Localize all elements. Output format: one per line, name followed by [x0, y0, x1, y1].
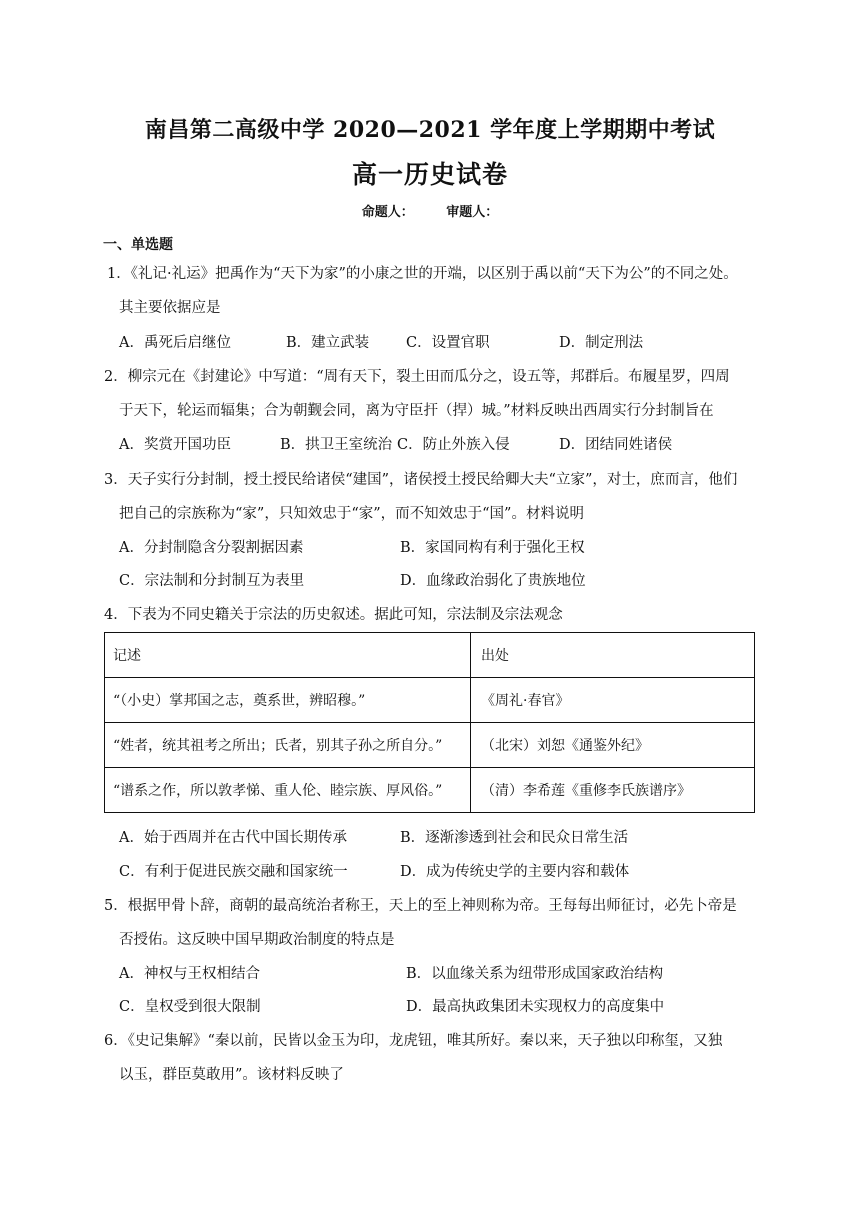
q4-option-d: D．成为传统史学的主要内容和载体	[400, 864, 630, 880]
table-header-row	[105, 633, 755, 678]
table-header-record: 记述	[105, 633, 471, 678]
q4-option-b: B．逐渐渗透到社会和民众日常生活	[400, 830, 629, 846]
q4-option-a: A．始于西周并在古代中国长期传承	[119, 830, 347, 846]
table-cell-source: （北宋）刘恕《通鉴外纪》	[471, 723, 755, 768]
exam-subtitle: 高一历史试卷	[351, 160, 508, 189]
authors-line	[0, 201, 860, 220]
q4-option-c: C．有利于促进民族交融和国家统一	[119, 864, 348, 880]
source-table	[104, 632, 755, 813]
table-row	[105, 723, 755, 768]
q1-option-b: B．建立武装	[286, 335, 370, 351]
table-cell-source: （清）李希莲《重修李氏族谱序》	[471, 768, 755, 813]
q1-line-1: 1．《礼记·礼运》把禹作为“天下为家”的小康之世的开端，以区别于禹以前“天下为公”的不同之处。	[107, 266, 738, 282]
table-cell-record: “谱系之作，所以敦孝悌、重人伦、睦宗族、厚风俗。”	[105, 768, 471, 813]
q6-line-1: 6．《史记集解》“秦以前，民皆以金玉为印，龙虎钮，唯其所好。秦以来，天子独以印称玺，又独	[104, 1033, 723, 1049]
reviewer-label: 审题人：	[446, 205, 499, 220]
table-cell-source: 《周礼·春官》	[471, 678, 755, 723]
q1-option-c: C．设置官职	[406, 335, 490, 351]
table-cell-record: “姓者，统其祖考之所出；氏者，别其子孙之所自分。”	[105, 723, 471, 768]
table-cell-record: “（小史）掌邦国之志，奠系世，辨昭穆。”	[105, 678, 471, 723]
q5-option-d: D．最高执政集团未实现权力的高度集中	[406, 999, 665, 1015]
q1-option-d: D．制定刑法	[559, 335, 644, 351]
q1-line-2: 其主要依据应是	[119, 300, 221, 316]
section-title: 一、单选题	[103, 237, 173, 253]
table-row	[105, 768, 755, 813]
q2-line-2: 于天下，轮运而辐集；合为朝觐会同，离为守臣扞（捍）城。”材料反映出西周实行分封制旨在	[119, 403, 714, 419]
q3-line-2: 把自己的宗族称为“家”，只知效忠于“家”，而不知效忠于“国”。材料说明	[119, 506, 584, 522]
q5-line-1: 5．根据甲骨卜辞，商朝的最高统治者称王，天上的至上神则称为帝。王每每出师征讨，必先卜帝是	[104, 898, 737, 914]
table-row	[105, 678, 755, 723]
setter-label: 命题人：	[361, 205, 414, 220]
q2-option-c: C．防止外族入侵	[397, 437, 510, 453]
q3-option-a: A．分封制隐含分裂割据因素	[119, 540, 304, 556]
q5-option-a: A．神权与王权相结合	[119, 966, 260, 982]
q4-line-1: 4．下表为不同史籍关于宗法的历史叙述。据此可知，宗法制及宗法观念	[104, 607, 563, 623]
q2-option-d: D．团结同姓诸侯	[559, 437, 673, 453]
q3-line-1: 3．天子实行分封制，授土授民给诸侯“建国”，诸侯授土授民给卿大夫“立家”，对士，庶而言，他们	[104, 472, 738, 488]
q3-option-d: D．血缘政治弱化了贵族地位	[400, 573, 586, 589]
q6-line-2: 以玉，群臣莫敢用”。该材料反映了	[119, 1067, 344, 1083]
q5-option-b: B．以血缘关系为纽带形成国家政治结构	[406, 966, 664, 982]
table-header-source: 出处	[471, 633, 755, 678]
q5-line-2: 否授佑。这反映中国早期政治制度的特点是	[119, 932, 395, 948]
q3-option-c: C．宗法制和分封制互为表里	[119, 573, 305, 589]
q2-option-b: B．拱卫王室统治	[280, 437, 393, 453]
q2-option-a: A．奖赏开国功臣	[119, 437, 231, 453]
exam-title: 南昌第二高级中学 2020—2021 学年度上学期期中考试	[144, 117, 716, 143]
q5-option-c: C．皇权受到很大限制	[119, 999, 261, 1015]
q3-option-b: B．家国同构有利于强化王权	[400, 540, 585, 556]
q2-line-1: 2．柳宗元在《封建论》中写道：“周有天下，裂土田而瓜分之，设五等，邦群后。布履星罗，四周	[104, 369, 730, 385]
q1-option-a: A．禹死后启继位	[119, 335, 231, 351]
